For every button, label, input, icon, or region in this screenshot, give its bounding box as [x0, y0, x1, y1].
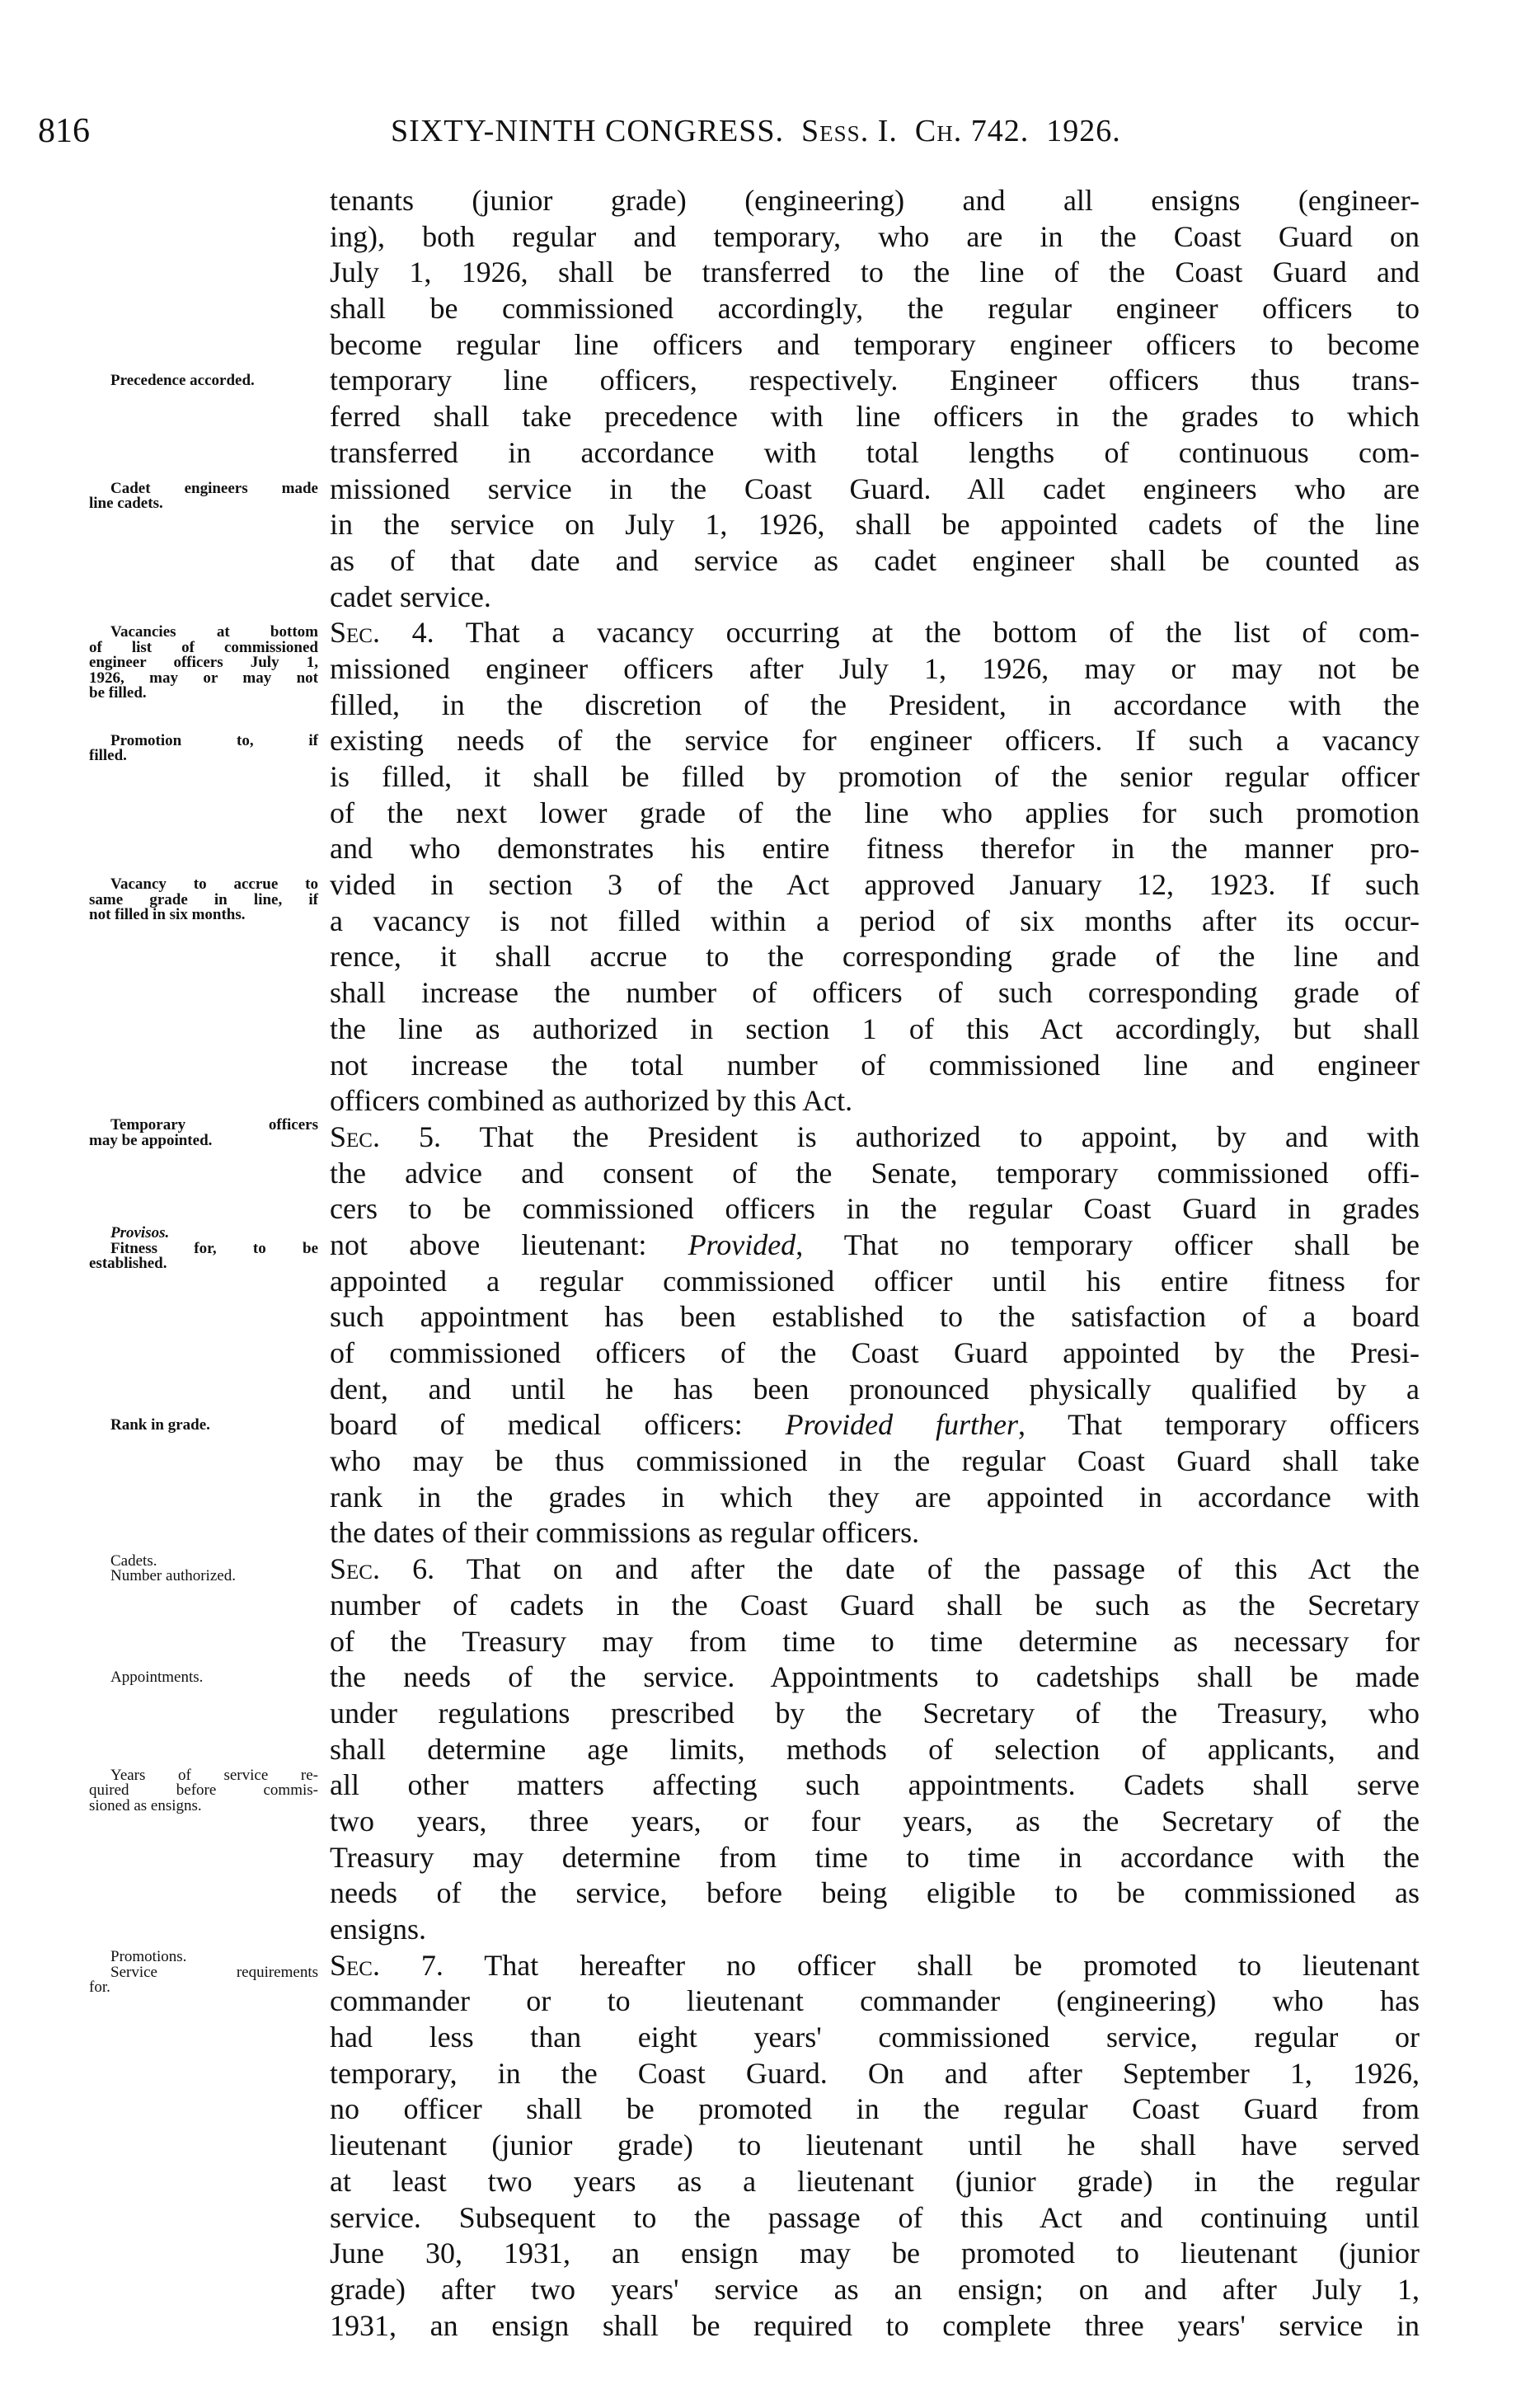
section-label: Sec. 5. — [330, 1120, 442, 1153]
text-line: all other matters affecting such appointments. Cadets shall serve — [330, 1768, 1420, 1802]
text-line: ing), both regular and temporary, who are in the Coast Guard on — [330, 219, 1420, 253]
margin-note-line: Service requirements — [110, 1963, 318, 1981]
text-line: is filled, it shall be filled by promotion of the senior regular officer — [330, 760, 1420, 793]
margin-note-line: Fitness for, to be — [110, 1239, 318, 1257]
margin-note — [89, 1950, 318, 1996]
running-head-chapter: Ch. 742. — [914, 114, 1030, 148]
margin-note-line: Appointments. — [110, 1668, 204, 1686]
margin-note — [89, 1118, 318, 1148]
margin-note-line: Vacancies at bottom — [110, 623, 318, 641]
text-line: lieutenant (junior grade) to lieutenant until he shall have served — [330, 2129, 1420, 2162]
margin-note-line: for. — [89, 1979, 110, 1997]
text-line: commander or to lieutenant commander (engineering) who has — [330, 1984, 1420, 2018]
text-line: of the next lower grade of the line who applies for such promotion — [330, 796, 1420, 829]
text-line: missioned engineer officers after July 1, 1926, may or may not be — [330, 651, 1420, 685]
text-line: had less than eight years' commissioned service, regular or — [330, 2021, 1420, 2054]
margin-note-line: sioned as ensigns. — [89, 1796, 202, 1814]
text-line: not increase the total number of commissioned line and engineer — [330, 1048, 1420, 1082]
text-line: of the Treasury may from time to time determine as necessary for — [330, 1624, 1420, 1658]
margin-note-line: Years of service re- — [110, 1766, 318, 1784]
text-line: cadet service. — [330, 580, 491, 613]
text-line: the dates of their commissions as regular officers. — [330, 1516, 920, 1550]
text-line: temporary line officers, respectively. Engineer officers thus trans- — [330, 364, 1420, 397]
running-head-year: 1926. — [1046, 114, 1121, 148]
margin-note-line: of list of commissioned — [89, 638, 318, 656]
margin-note-line: Temporary officers — [110, 1116, 318, 1134]
margin-note-line: quired before commis- — [89, 1781, 318, 1800]
text-line: rank in the grades in which they are appointed in accordance with — [330, 1480, 1420, 1514]
text-line: number of cadets in the Coast Guard shall be such as the Secretary — [330, 1588, 1420, 1622]
text-line: board of medical officers: Provided further, That temporary officers — [330, 1408, 1420, 1442]
margin-note-line: established. — [89, 1255, 167, 1273]
margin-note-line: Promotions. — [110, 1948, 187, 1966]
text-line: temporary, in the Coast Guard. On and after September 1, 1926, — [330, 2056, 1420, 2090]
text-line: vided in section 3 of the Act approved January 12, 1923. If such — [330, 868, 1420, 902]
running-head-congress: SIXTY-NINTH CONGRESS. — [391, 114, 785, 148]
text-line: Sec. 5. That the President is authorized to appoint, by and with — [330, 1120, 1420, 1153]
text-line: the advice and consent of the Senate, temporary commissioned offi- — [330, 1156, 1420, 1190]
text-line: ferred shall take precedence with line officers in the grades to which — [330, 400, 1420, 434]
margin-note-line: engineer officers July 1, — [89, 654, 318, 672]
text-line: dent, and until he has been pronounced physically qualified by a — [330, 1372, 1420, 1406]
margin-note-line: line cadets. — [89, 495, 163, 513]
statute-text — [330, 183, 1420, 2344]
proviso-italic: Provided further — [785, 1408, 1018, 1442]
text-line: existing needs of the service for engineer officers. If such a vacancy — [330, 724, 1420, 758]
margin-note — [89, 731, 318, 764]
text-line: shall determine age limits, methods of selection of applicants, and — [330, 1732, 1420, 1766]
text-line: July 1, 1926, shall be transferred to the line of the Coast Guard and — [330, 256, 1420, 289]
margin-note — [89, 1415, 318, 1434]
text-line: the needs of the service. Appointments to cadetships shall be made — [330, 1660, 1420, 1694]
text-line: Treasury may determine from time to time in accordance with the — [330, 1840, 1420, 1874]
text-line: service. Subsequent to the passage of this Act and continuing until — [330, 2200, 1420, 2234]
text-line: ensigns. — [330, 1913, 426, 1946]
margin-note-line: not filled in six months. — [89, 906, 246, 924]
text-line: shall increase the number of officers of such corresponding grade of — [330, 976, 1420, 1010]
text-line: tenants (junior grade) (engineering) and all ensigns (engineer- — [330, 184, 1420, 217]
text-line: not above lieutenant: Provided, That no temporary officer shall be — [330, 1227, 1420, 1261]
text-line: Sec. 7. That hereafter no officer shall be promoted to lieutenant — [330, 1948, 1420, 1982]
text-line: missioned service in the Coast Guard. All cadet engineers who are — [330, 472, 1420, 505]
text-line: and who demonstrates his entire fitness therefor in the manner pro- — [330, 832, 1420, 866]
section-label: Sec. 4. — [330, 616, 434, 650]
text-line: a vacancy is not filled within a period of six months after its occur- — [330, 904, 1420, 937]
margin-note — [89, 877, 318, 923]
section-label: Sec. 6. — [330, 1552, 435, 1586]
text-line: grade) after two years' service as an ensign; on and after July 1, — [330, 2272, 1420, 2306]
running-head — [391, 110, 1363, 152]
text-line: filled, in the discretion of the President, in accordance with the — [330, 688, 1420, 721]
margin-note — [89, 1768, 318, 1814]
text-line: under regulations prescribed by the Secretary of the Treasury, who — [330, 1696, 1420, 1730]
text-line: such appointment has been established to the satisfaction of a board — [330, 1300, 1420, 1334]
margin-note-line: same grade in line, if — [89, 890, 318, 908]
margin-note-line: be filled. — [89, 684, 147, 702]
margin-note-line: Number authorized. — [110, 1567, 236, 1585]
text-line: officers combined as authorized by this Act. — [330, 1084, 853, 1118]
text-line: 1931, an ensign shall be required to complete three years' service in — [330, 2308, 1420, 2342]
margin-note — [89, 1226, 318, 1272]
proviso-italic: Provided — [688, 1227, 796, 1261]
margin-note-line: may be appointed. — [89, 1131, 213, 1149]
text-line: transferred in accordance with total lengths of continuous com- — [330, 435, 1420, 469]
text-line: appointed a regular commissioned officer until his entire fitness for — [330, 1264, 1420, 1298]
text-line: Sec. 6. That on and after the date of the passage of this Act the — [330, 1552, 1420, 1586]
text-line: cers to be commissioned officers in the regular Coast Guard in grades — [330, 1192, 1420, 1226]
margin-note-line: 1926, may or may not — [89, 669, 318, 687]
margin-note — [89, 481, 318, 512]
margin-note — [89, 1551, 318, 1585]
text-line: become regular line officers and temporary engineer officers to become — [330, 327, 1420, 361]
text-line: Sec. 4. That a vacancy occurring at the bottom of the list of com- — [330, 616, 1420, 650]
running-head-session: Sess. I. — [801, 114, 898, 148]
margin-note — [89, 1670, 318, 1686]
text-line: shall be commissioned accordingly, the regular engineer officers to — [330, 292, 1420, 326]
text-line: who may be thus commissioned in the regular Coast Guard shall take — [330, 1444, 1420, 1478]
margin-note-line: Rank in grade. — [110, 1415, 210, 1434]
text-line: June 30, 1931, an ensign may be promoted to lieutenant (junior — [330, 2237, 1420, 2270]
text-line: rence, it shall accrue to the corresponding grade of the line and — [330, 940, 1420, 974]
text-line: no officer shall be promoted in the regular Coast Guard from — [330, 2092, 1420, 2126]
margin-note-line: Provisos. — [110, 1224, 170, 1242]
margin-note-line: Vacancy to accrue to — [110, 875, 318, 894]
text-line: at least two years as a lieutenant (junior grade) in the regular — [330, 2164, 1420, 2198]
text-line: two years, three years, or four years, as the Secretary of the — [330, 1804, 1420, 1838]
text-line: as of that date and service as cadet engineer shall be counted as — [330, 543, 1420, 577]
page-number: 816 — [38, 112, 90, 150]
margin-note — [89, 373, 318, 389]
section-label: Sec. 7. — [330, 1948, 444, 1982]
margin-note-line: Promotion to, if — [110, 731, 318, 749]
margin-note — [89, 625, 318, 702]
text-line: the line as authorized in section 1 of this Act accordingly, but shall — [330, 1012, 1420, 1045]
margin-note-line: filled. — [89, 747, 127, 764]
margin-note-line: Cadet engineers made — [110, 479, 318, 497]
text-line: needs of the service, before being eligible to be commissioned as — [330, 1876, 1420, 1910]
margin-note-line: Precedence accorded. — [110, 371, 255, 389]
text-line: in the service on July 1, 1926, shall be appointed cadets of the line — [330, 508, 1420, 542]
text-line: of commissioned officers of the Coast Guard appointed by the Presi- — [330, 1336, 1420, 1369]
margin-note-line: Cadets. — [110, 1551, 157, 1570]
